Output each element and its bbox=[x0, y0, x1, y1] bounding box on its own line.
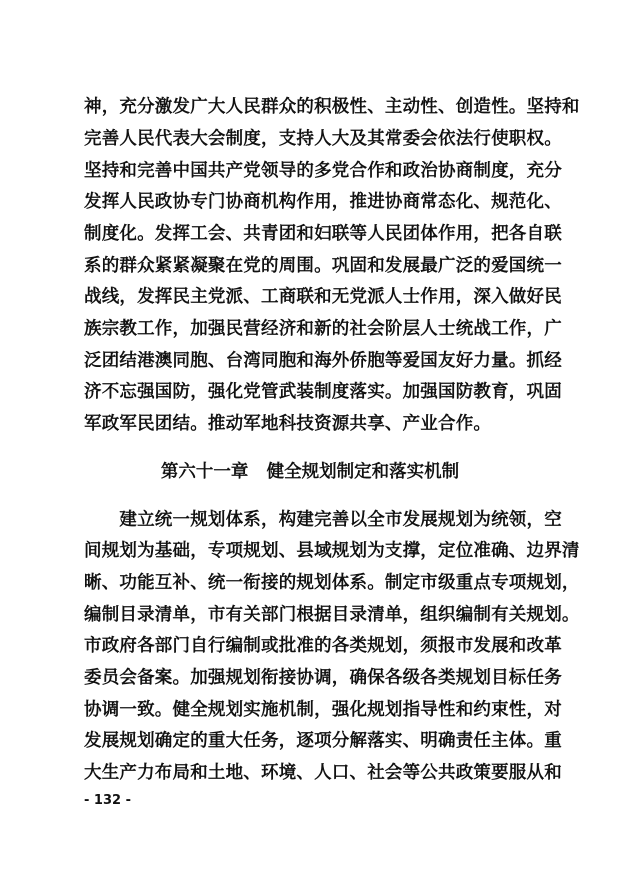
text-line: 神，充分激发广大人民群众的积极性、主动性、创造性。坚持和 bbox=[84, 97, 580, 117]
text-line: 市政府各部门自行编制或批准的各类规划，须报市发展和改革 bbox=[84, 636, 562, 656]
text-line: 制度化。发挥工会、共青团和妇联等人民团体作用，把各自联 bbox=[84, 224, 562, 244]
text-line: 委员会备案。加强规划衔接协调，确保各级各类规划目标任务 bbox=[84, 668, 562, 688]
text-line: 泛团结港澳同胞、台湾同胞和海外侨胞等爱国友好力量。抓经 bbox=[84, 351, 562, 371]
text-line: 发展规划确定的重大任务，逐项分解落实、明确责任主体。重 bbox=[84, 731, 562, 751]
page-number: - 132 - bbox=[84, 793, 131, 808]
text-line: 系的群众紧紧凝聚在党的周围。巩固和发展最广泛的爱国统一 bbox=[84, 256, 562, 276]
text-line: 间规划为基础，专项规划、县域规划为支撑，定位准确、边界清 bbox=[84, 541, 580, 561]
text-line: 发挥人民政协专门协商机构作用，推进协商常态化、规范化、 bbox=[84, 192, 562, 212]
text-line: 大生产力布局和土地、环境、人口、社会等公共政策要服从和 bbox=[84, 763, 562, 783]
text-line: 军政军民团结。推动军地科技资源共享、产业合作。 bbox=[84, 414, 492, 434]
text-line: 坚持和完善中国共产党领导的多党合作和政治协商制度，充分 bbox=[84, 161, 562, 181]
chapter-title: 第六十一章 健全规划制定和落实机制 bbox=[160, 462, 460, 482]
text-line: 协调一致。健全规划实施机制，强化规划指导性和约束性，对 bbox=[84, 700, 562, 720]
text-line: 建立统一规划体系，构建完善以全市发展规划为统领，空 bbox=[84, 510, 562, 530]
text-line: 完善人民代表大会制度，支持人大及其常委会依法行使职权。 bbox=[84, 129, 562, 149]
text-line: 济不忘强国防，强化党管武装制度落实。加强国防教育，巩固 bbox=[84, 382, 562, 402]
text-line: 战线，发挥民主党派、工商联和无党派人士作用，深入做好民 bbox=[84, 287, 562, 307]
text-line: 族宗教工作，加强民营经济和新的社会阶层人士统战工作，广 bbox=[84, 319, 562, 339]
text-line: 编制目录清单，市有关部门根据目录清单，组织编制有关规划。 bbox=[84, 605, 580, 625]
text-line: 晰、功能互补、统一衔接的规划体系。制定市级重点专项规划， bbox=[84, 573, 580, 593]
